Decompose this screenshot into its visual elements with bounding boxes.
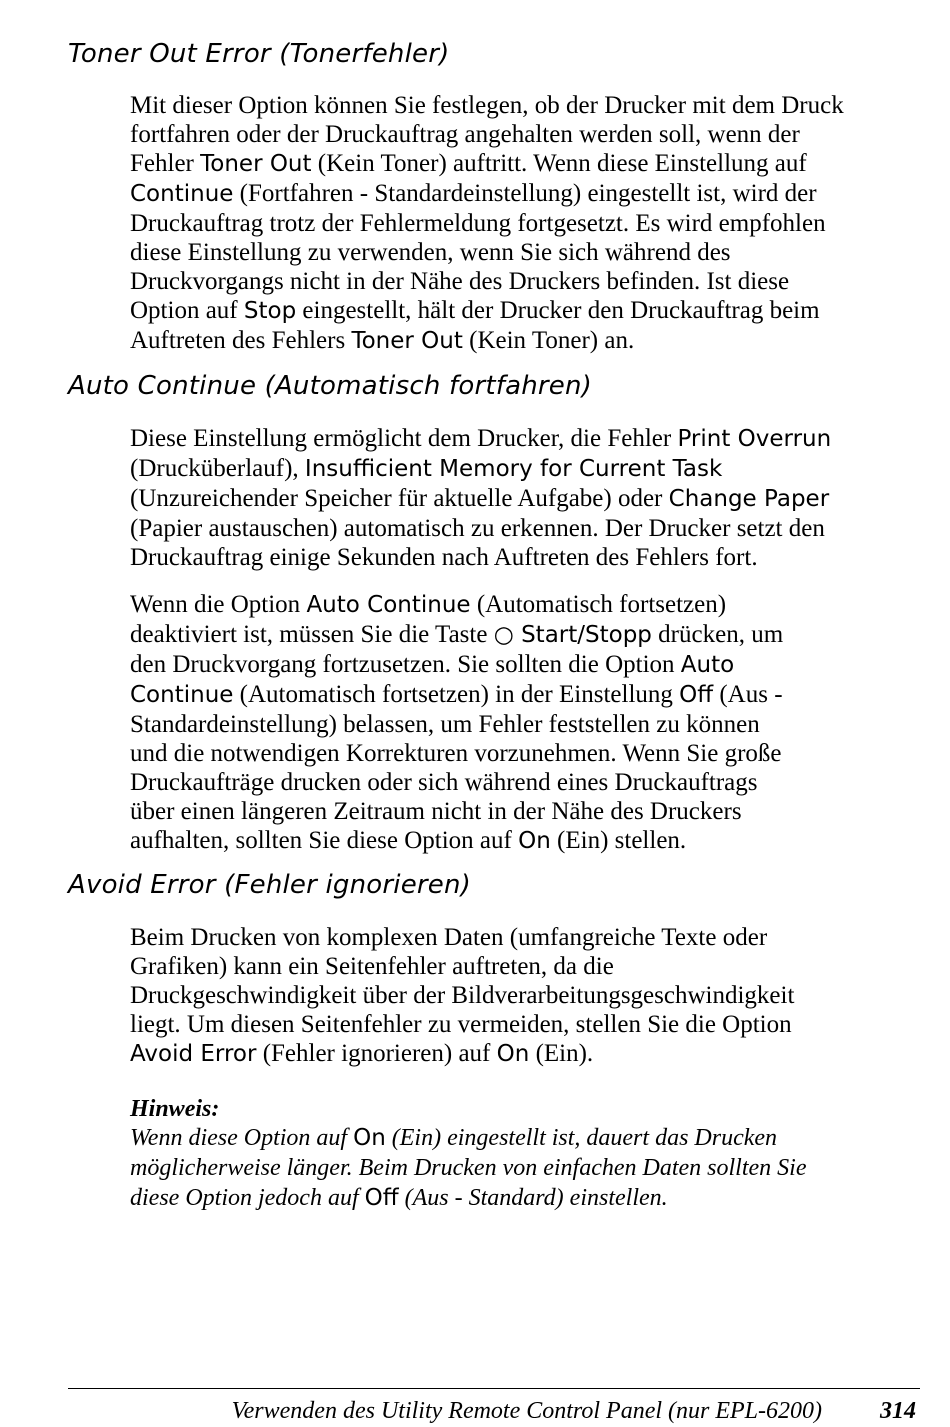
text-line (130, 768, 920, 797)
text-run: fortfahren oder der Druckauftrag angehalten werden soll, wenn der (130, 121, 800, 148)
footer-title: Verwenden des Utility Remote Control Panel (nur EPL-6200) (231, 1398, 822, 1424)
text-run: Auftreten des Fehlers (130, 327, 352, 354)
text-line (130, 296, 920, 326)
text-run: Druckvorgangs nicht in der Nähe des Druckers befinden. Ist diese (130, 268, 790, 295)
text-line (130, 1010, 920, 1039)
ui-term: Avoid Error (130, 1041, 257, 1067)
text-run: (Drucküberlauf), (130, 455, 305, 482)
text-line (130, 1153, 920, 1183)
ui-term: Print Overrun (677, 426, 832, 452)
paragraph-auto-continue-2 (130, 590, 920, 856)
text-line (130, 981, 920, 1010)
ui-term: Auto (680, 652, 735, 678)
text-run: Diese Einstellung ermöglicht dem Drucker, die Fehler (130, 425, 678, 452)
text-run: (Kein Toner) an. (462, 327, 635, 354)
note-text (130, 1123, 920, 1213)
text-line (130, 1039, 920, 1069)
text-run: Beim Drucken von komplexen Daten (umfangreiche Texte oder (130, 924, 768, 951)
text-line (130, 267, 920, 296)
text-line (130, 149, 920, 179)
ui-term: Change Paper (668, 486, 830, 512)
text-line (130, 590, 920, 620)
heading-avoid-error: Avoid Error (Fehler ignorieren) (68, 870, 472, 900)
text-run: Fehler (130, 150, 201, 177)
text-run: diese Einstellung zu verwenden, wenn Sie sich während des (130, 239, 731, 266)
text-run: (Unzureichender Speicher für aktuelle Aufgabe) oder (130, 485, 669, 512)
text-run: (Papier austauschen) automatisch zu erkennen. Der Drucker setzt den (130, 515, 825, 542)
text-run: liegt. Um diesen Seitenfehler zu vermeiden, stellen Sie die Option (130, 1011, 792, 1038)
text-line (130, 1183, 920, 1213)
text-run: (Aus - (713, 681, 783, 708)
text-line (130, 797, 920, 826)
ui-term: Off (679, 682, 714, 708)
text-line (130, 484, 920, 514)
text-line (130, 326, 920, 356)
text-run: diese Option jedoch auf (130, 1185, 365, 1211)
text-line (130, 923, 920, 952)
text-run: (Automatisch fortsetzen) (470, 591, 727, 618)
text-line (130, 424, 920, 454)
text-run: möglicherweise länger. Beim Drucken von einfachen Daten sollten Sie (130, 1155, 807, 1181)
text-line (130, 514, 920, 543)
ui-term: Continue (130, 181, 234, 207)
ui-term: On (496, 1041, 530, 1067)
text-run: Mit dieser Option können Sie festlegen, ob der Drucker mit dem Druck (130, 92, 844, 119)
page-number: 314 (880, 1398, 916, 1424)
text-run: Standardeinstellung) belassen, um Fehler feststellen zu können (130, 711, 760, 738)
text-line (130, 650, 920, 680)
text-run: Druckaufträge drucken oder sich während eines Druckauftrags (130, 769, 758, 796)
ui-term: Stop (243, 298, 297, 324)
text-run: Option auf (130, 297, 244, 324)
text-run: und die notwendigen Korrekturen vorzunehmen. Wenn Sie große (130, 740, 782, 767)
text-line (130, 543, 920, 572)
ui-term: Off (364, 1185, 399, 1211)
text-line (130, 238, 920, 267)
text-run: Druckgeschwindigkeit über der Bildverarbeitungsgeschwindigkeit (130, 982, 795, 1009)
note-title: Hinweis: (130, 1096, 220, 1122)
text-line (130, 710, 920, 739)
text-run: Druckauftrag trotz der Fehlermeldung fortgesetzt. Es wird empfohlen (130, 210, 826, 237)
text-run: Wenn die Option (130, 591, 307, 618)
text-line (130, 91, 920, 120)
text-run: deaktiviert ist, müssen Sie die Taste (130, 621, 494, 648)
text-run: aufhalten, sollten Sie diese Option auf (130, 827, 519, 854)
paragraph-toner-out-error (130, 91, 920, 356)
ui-term: On (353, 1125, 386, 1151)
text-line (130, 1123, 920, 1153)
text-line (130, 952, 920, 981)
text-run: (Aus - Standard) einstellen. (398, 1185, 668, 1211)
text-run: (Fortfahren - Standardeinstellung) eingestellt ist, wird der (233, 180, 817, 207)
text-run: über einen längeren Zeitraum nicht in der Nähe des Druckers (130, 798, 742, 825)
paragraph-auto-continue-1 (130, 424, 920, 572)
text-line (130, 209, 920, 238)
paragraph-avoid-error (130, 923, 920, 1069)
text-line (130, 739, 920, 768)
text-line (130, 120, 920, 149)
text-run: den Druckvorgang fortzusetzen. Sie sollten die Option (130, 651, 681, 678)
text-run: Grafiken) kann ein Seitenfehler auftreten, da die (130, 953, 614, 980)
ui-term: ○ Start/Stopp (493, 622, 652, 648)
heading-auto-continue: Auto Continue (Automatisch fortfahren) (68, 371, 592, 401)
text-line (130, 179, 920, 209)
text-run: (Automatisch fortsetzen) in der Einstellung (233, 681, 680, 708)
text-run: (Ein) stellen. (550, 827, 687, 854)
ui-term: Auto Continue (306, 592, 471, 618)
ui-term: Toner Out (200, 151, 312, 177)
text-run: Druckauftrag einige Sekunden nach Auftreten des Fehlers fort. (130, 544, 758, 571)
text-run: (Ein). (529, 1040, 594, 1067)
footer-rule (68, 1388, 920, 1389)
text-line (130, 454, 920, 484)
text-run: (Ein) eingestellt ist, dauert das Drucken (385, 1125, 778, 1151)
text-line (130, 826, 920, 856)
ui-term: On (518, 828, 551, 854)
heading-toner-out-error: Toner Out Error (Tonerfehler) (68, 39, 450, 69)
text-run: (Kein Toner) auftritt. Wenn diese Einstellung auf (311, 150, 807, 177)
text-run: drücken, um (651, 621, 784, 648)
text-run: Wenn diese Option auf (130, 1125, 354, 1151)
text-line (130, 620, 920, 650)
ui-term: Continue (130, 682, 234, 708)
text-run: eingestellt, hält der Drucker den Druckauftrag beim (296, 297, 820, 324)
ui-term: Insufficient Memory for Current Task (304, 456, 723, 482)
text-run: (Fehler ignorieren) auf (256, 1040, 497, 1067)
text-line (130, 680, 920, 710)
ui-term: Toner Out (351, 328, 463, 354)
